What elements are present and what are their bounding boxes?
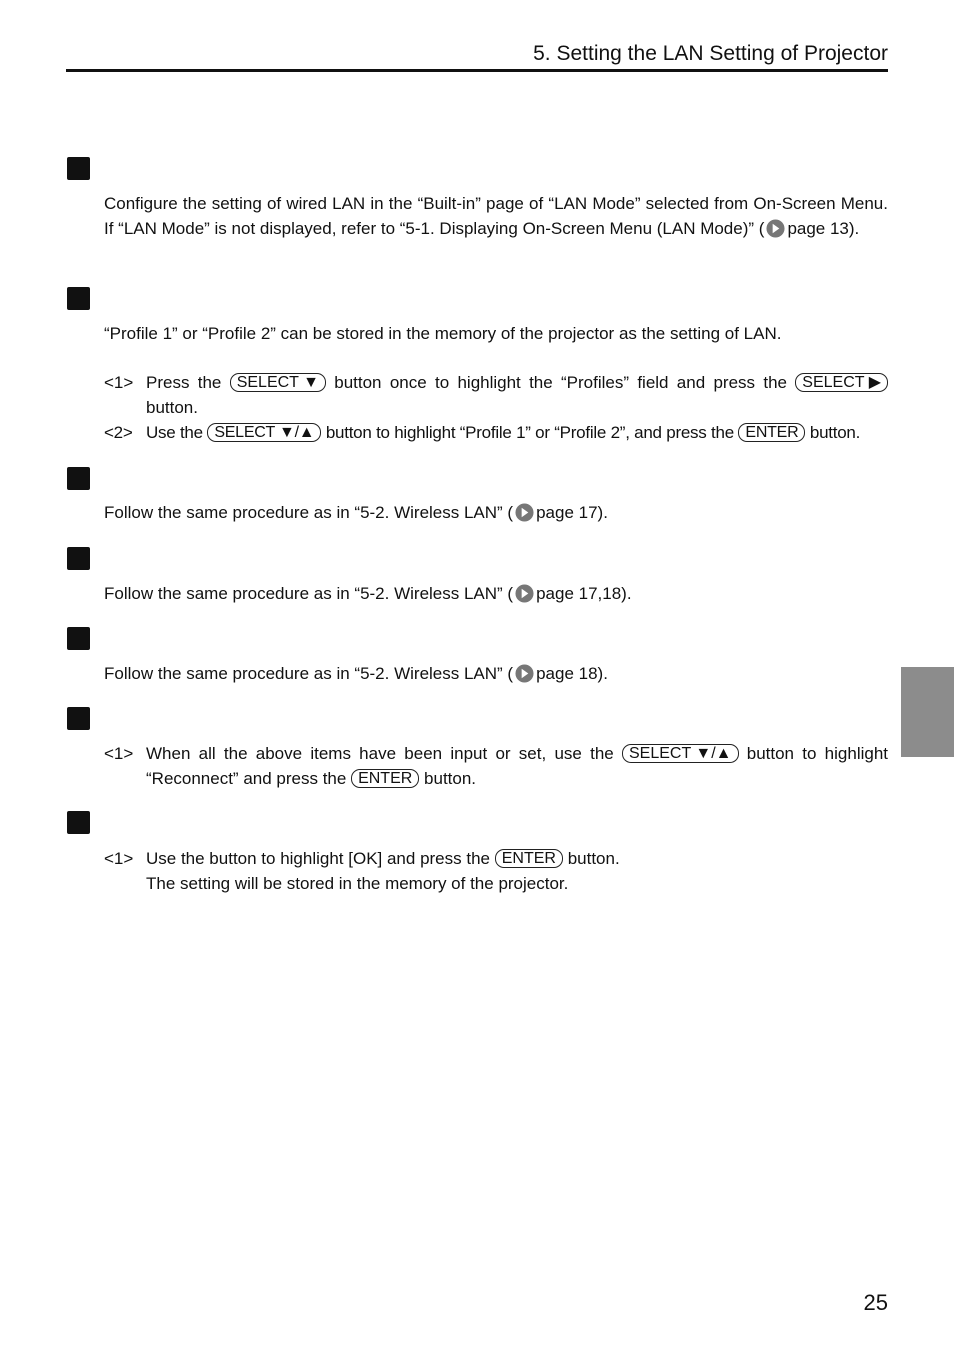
section-5-text xyxy=(104,661,888,686)
reference-text: Follow the same procedure as in “5-2. Wireless LAN” ( xyxy=(104,664,514,683)
step-text: button. xyxy=(567,849,620,868)
section-3-text xyxy=(104,500,888,525)
page-reference-arrow-icon xyxy=(515,584,534,603)
section-marker-icon xyxy=(67,157,90,180)
enter-button-label: ENTER xyxy=(351,769,419,788)
section-2-step-1 xyxy=(104,370,888,420)
section-marker-icon xyxy=(67,627,90,650)
reference-text: Follow the same procedure as in “5-2. Wireless LAN” ( xyxy=(104,503,514,522)
section-6-step-1 xyxy=(104,741,888,791)
reference-page: page 17). xyxy=(536,503,608,522)
step-text: button to highlight “Profile 1” or “Profile 2”, and press the xyxy=(325,423,734,442)
page-reference-arrow-icon xyxy=(766,219,785,238)
page-reference-arrow-icon xyxy=(515,503,534,522)
select-updown-button-label: SELECT ▼/▲ xyxy=(622,744,739,763)
page-reference-arrow-icon xyxy=(515,664,534,683)
section-1-line-b: page 13). xyxy=(787,219,860,238)
select-down-button-label: SELECT ▼ xyxy=(230,373,326,392)
step-text: Use the button to highlight [OK] and press the xyxy=(146,849,490,868)
select-right-button-label: SELECT ▶ xyxy=(795,373,888,392)
chapter-side-tab xyxy=(901,667,954,757)
section-marker-icon xyxy=(67,287,90,310)
section-marker-icon xyxy=(67,467,90,490)
section-marker-icon xyxy=(67,707,90,730)
page-number: 25 xyxy=(863,1290,888,1315)
step-text: button. xyxy=(809,423,861,442)
header-divider xyxy=(66,69,888,72)
section-1-line-a: Configure the setting of wired LAN in the “Built-in” page of “LAN Mode” selected from On-Screen Menu. If “LAN Mode” is not displayed, refer to “5-1. Displaying On-Screen Menu (LAN Mode)” ( xyxy=(104,194,888,238)
section-7-step-1 xyxy=(104,846,888,896)
step-text: Use the xyxy=(146,423,203,442)
reference-text: Follow the same procedure as in “5-2. Wireless LAN” ( xyxy=(104,584,514,603)
step-text: button to highlight “Reconnect” and press the xyxy=(146,744,888,788)
step-text: When all the above items have been input or set, use the xyxy=(146,744,614,763)
enter-button-label: ENTER xyxy=(495,849,563,868)
section-marker-icon xyxy=(67,811,90,834)
step-number: <2> xyxy=(104,423,133,442)
step-number: <1> xyxy=(104,744,134,763)
step-text: button. xyxy=(146,398,198,417)
reference-page: page 18). xyxy=(536,664,608,683)
step-note: The setting will be stored in the memory of the projector. xyxy=(146,874,569,893)
header-title: 5. Setting the LAN Setting of Projector xyxy=(533,42,888,65)
step-number: <1> xyxy=(104,849,134,868)
enter-button-label: ENTER xyxy=(738,423,805,442)
section-4-text xyxy=(104,581,888,606)
section-marker-icon xyxy=(67,547,90,570)
section-1-text xyxy=(104,191,888,241)
step-text: Press the xyxy=(146,373,222,392)
select-updown-button-label: SELECT ▼/▲ xyxy=(207,423,321,442)
step-number: <1> xyxy=(104,373,134,392)
section-2-step-2 xyxy=(104,420,888,445)
step-text: button once to highlight the “Profiles” field and press the xyxy=(334,373,787,392)
step-text: button. xyxy=(424,769,477,788)
reference-page: page 17,18). xyxy=(536,584,632,603)
section-2-intro: “Profile 1” or “Profile 2” can be stored in the memory of the projector as the setting of LAN. xyxy=(104,324,782,343)
